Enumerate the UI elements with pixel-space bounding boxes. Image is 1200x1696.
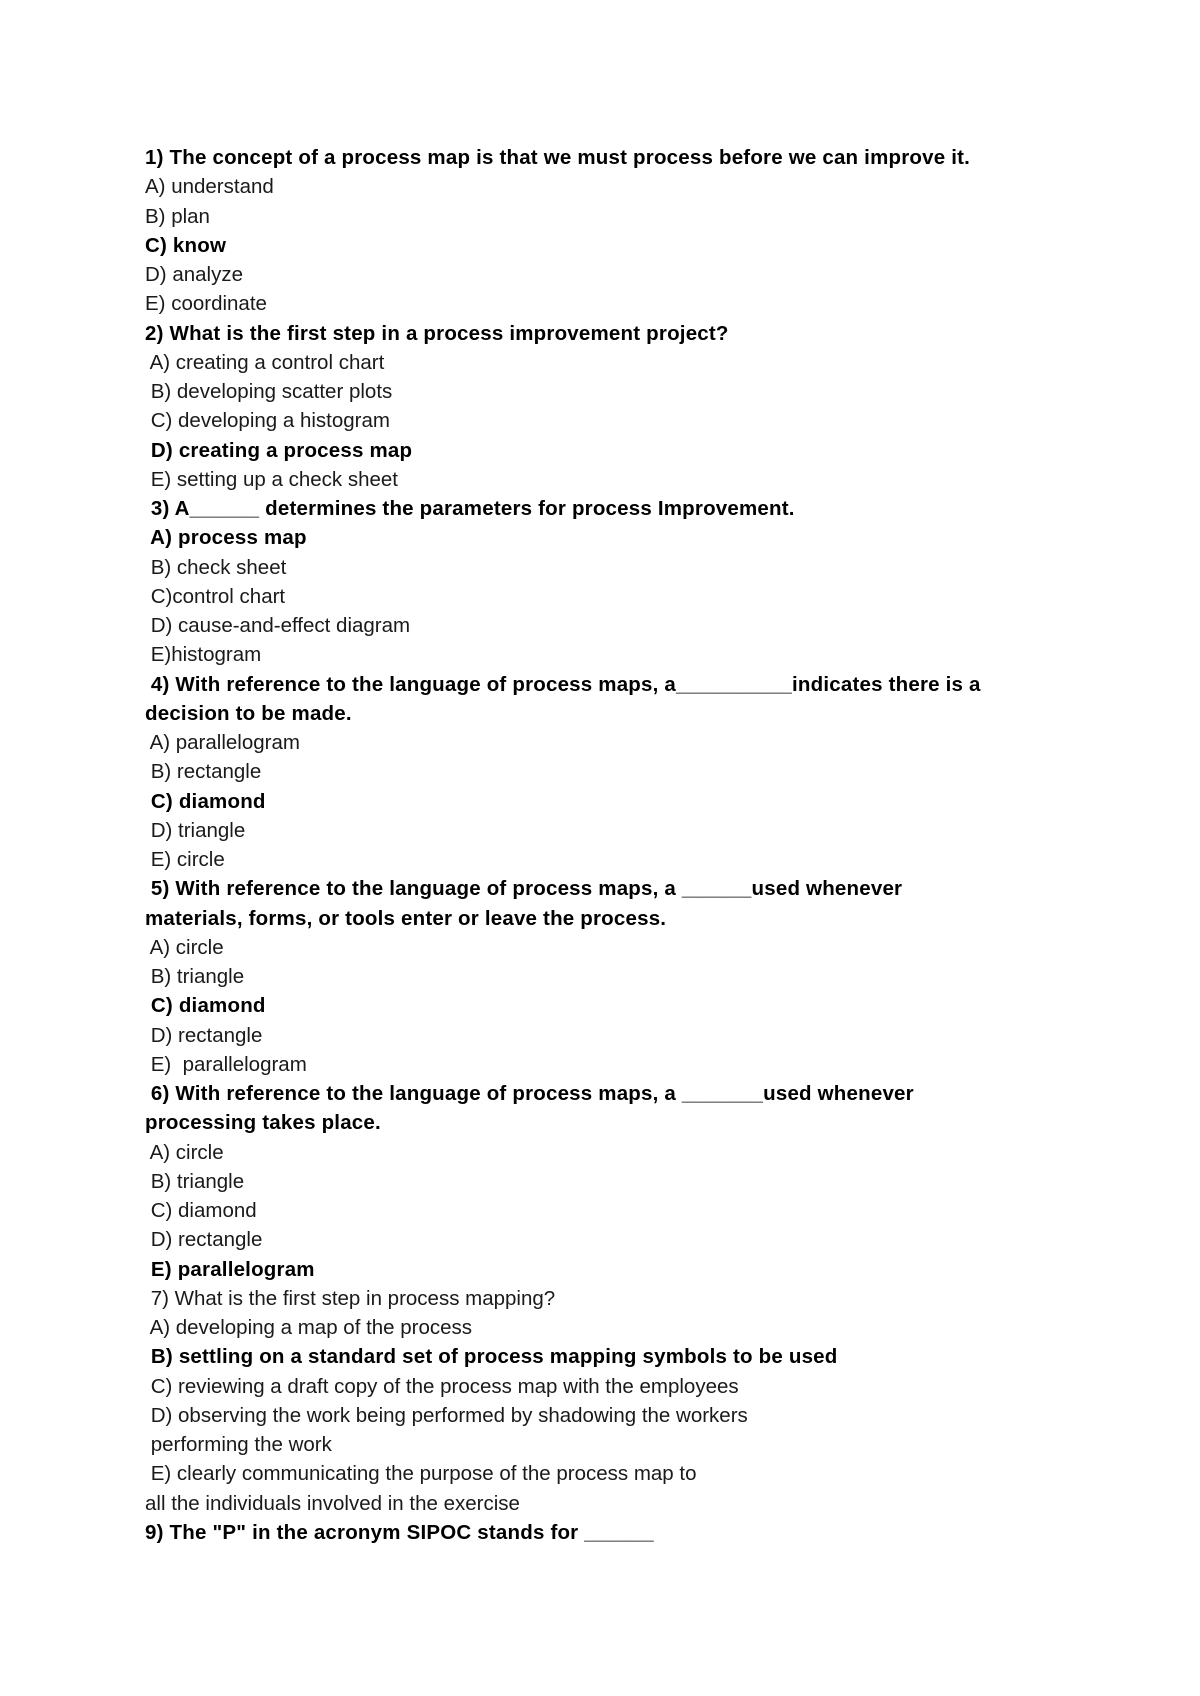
answer-option-line: E) circle xyxy=(145,848,225,871)
answer-option-line: performing the work xyxy=(145,1433,332,1456)
answer-option-line: D) rectangle xyxy=(145,1228,263,1252)
question-or-answer-bold-line: 3) A______ determines the parameters for process Improvement. xyxy=(145,497,795,520)
answer-option-line: A) creating a control chart xyxy=(145,350,385,374)
answer-option-line: B) developing scatter plots xyxy=(145,380,393,403)
question-or-answer-bold-line: E) parallelogram xyxy=(145,1257,315,1281)
answer-option-line: D) analyze xyxy=(145,263,243,286)
answer-option-line: D) observing the work being performed by shadowing the workers xyxy=(145,1403,748,1427)
answer-option-line: 7) What is the first step in process mapping? xyxy=(145,1286,556,1310)
question-or-answer-bold-line: 1) The concept of a process map is that we must process before we can improve it. xyxy=(145,146,971,169)
answer-option-line: E) parallelogram xyxy=(145,1052,307,1076)
answer-option-line: B) rectangle xyxy=(145,760,262,784)
question-or-answer-bold-line: 6) With reference to the language of process maps, a _______used whenever xyxy=(145,1082,914,1105)
question-or-answer-bold-line: decision to be made. xyxy=(145,701,352,725)
question-or-answer-bold-line: processing takes place. xyxy=(145,1111,381,1135)
answer-option-line: C) developing a histogram xyxy=(145,409,390,433)
answer-option-line: A) developing a map of the process xyxy=(145,1316,473,1339)
answer-option-line: D) cause-and-effect diagram xyxy=(145,614,411,637)
answer-option-line: E) setting up a check sheet xyxy=(145,467,398,491)
question-or-answer-bold-line: A) process map xyxy=(145,526,307,550)
question-or-answer-bold-line: 5) With reference to the language of process maps, a ______used whenever xyxy=(145,877,903,901)
answer-option-line: all the individuals involved in the exercise xyxy=(145,1491,520,1515)
answer-option-line: A) understand xyxy=(145,175,274,199)
question-or-answer-bold-line: D) creating a process map xyxy=(145,438,413,462)
question-or-answer-bold-line: 4) With reference to the language of process maps, a__________indicates there is a xyxy=(145,672,981,696)
answer-option-line: C)control chart xyxy=(145,584,286,608)
answer-option-line: B) triangle xyxy=(145,1169,245,1193)
question-or-answer-bold-line: C) diamond xyxy=(145,789,266,813)
answer-option-line: A) circle xyxy=(145,935,224,959)
question-or-answer-bold-line: C) diamond xyxy=(145,994,266,1018)
answer-option-line: B) plan xyxy=(145,204,210,228)
answer-option-line: E) clearly communicating the purpose of the process map to xyxy=(145,1462,697,1486)
question-or-answer-bold-line: 2) What is the first step in a process improvement project? xyxy=(145,321,729,345)
answer-option-line: C) reviewing a draft copy of the process map with the employees xyxy=(145,1374,739,1398)
answer-option-line: C) diamond xyxy=(145,1199,257,1222)
answer-option-line: B) check sheet xyxy=(145,555,287,579)
answer-option-line: E)histogram xyxy=(145,643,262,667)
question-or-answer-bold-line: materials, forms, or tools enter or leave the process. xyxy=(145,906,667,930)
answer-option-line: D) rectangle xyxy=(145,1023,263,1047)
answer-option-line: A) parallelogram xyxy=(145,731,300,754)
question-or-answer-bold-line: 9) The "P" in the acronym SIPOC stands for ______ xyxy=(145,1520,654,1544)
answer-option-line: A) circle xyxy=(145,1140,224,1164)
question-or-answer-bold-line: C) know xyxy=(145,233,227,257)
answer-option-line: E) coordinate xyxy=(145,292,267,316)
question-or-answer-bold-line: B) settling on a standard set of process mapping symbols to be used xyxy=(145,1345,838,1369)
answer-option-line: B) triangle xyxy=(145,965,245,988)
answer-option-line: D) triangle xyxy=(145,818,246,842)
